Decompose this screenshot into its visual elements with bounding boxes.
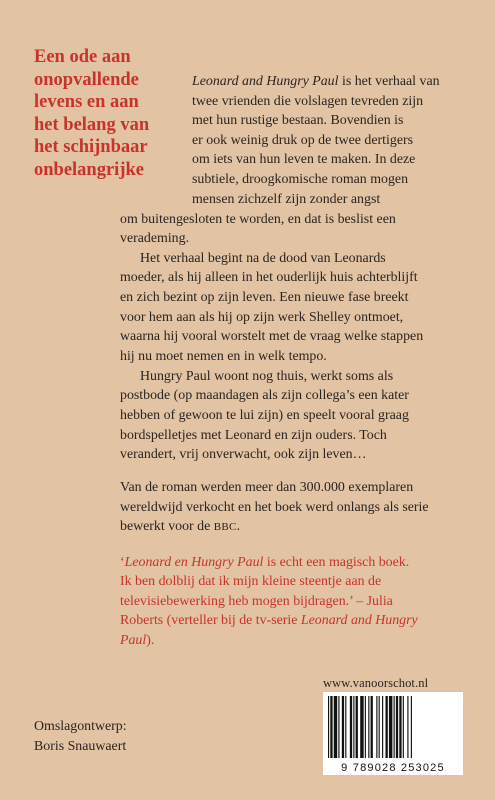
tagline-line: levens en aan: [34, 92, 139, 112]
blurb-line: waarna hij vooral worstelt met de vraag welke stappen: [120, 329, 424, 344]
book-title: Leonard and Hungry Paul: [192, 74, 339, 89]
blurb-line: twee vrienden die volslagen tevreden zijn: [192, 94, 424, 109]
tagline-line: het schijnbaar: [34, 137, 148, 157]
tagline-line: onopvallende: [34, 69, 139, 90]
publisher-url: www.vanoorschot.nl: [323, 676, 429, 690]
blurb-line: hebben of gewoon te lui zijn) en speelt vooral graag: [120, 408, 409, 423]
quote-line: Roberts (verteller bij de tv-serie Leonard and Hungry: [120, 613, 418, 628]
barcode-bars: [328, 696, 458, 758]
blurb-line: postbode (op maandagen als zijn collega’s een kater: [120, 388, 409, 403]
blurb-line: mensen zichzelf zijn zonder angst: [192, 192, 381, 207]
blurb-line: om iets van hun leven te maken. In deze: [192, 152, 416, 167]
blurb-line: verademing.: [120, 231, 190, 246]
quote-line: Ik ben dolblij dat ik mijn kleine steentje aan de: [120, 574, 382, 589]
blurb-line: voor hem aan als hij op zijn werk Shelley ontmoet,: [120, 310, 404, 325]
blurb-line: bewerkt voor de BBC.: [120, 519, 241, 534]
credit-label: Omslagontwerp:: [34, 719, 127, 734]
blurb-line: en zich bezint op zijn leven. Een nieuwe fase breekt: [120, 290, 409, 305]
isbn-number: 9 789028 253025: [341, 762, 445, 774]
tagline-line: onbelangrijke: [34, 159, 144, 180]
blurb-line: Leonard and Hungry Paul is het verhaal van: [192, 74, 440, 89]
blurb-line: moeder, als hij alleen in het ouderlijk huis achterblijft: [120, 270, 418, 285]
blurb-line: wereldwijd verkocht en het boek werd onlangs als serie: [120, 500, 429, 515]
isbn-barcode: [323, 692, 463, 775]
tagline-line: het belang van: [34, 114, 150, 135]
quote-line: Paul).: [120, 633, 155, 648]
quote-line: ‘Leonard en Hungry Paul is echt een magisch boek.: [120, 555, 410, 570]
cover-design-credit: [34, 717, 127, 757]
blurb-line: er ook weinig druk op de twee dertigers: [192, 133, 414, 148]
blurb-line: hij nu moet nemen en in welk tempo.: [120, 349, 327, 364]
blurb-line: met hun rustige bestaan. Bovendien is: [192, 113, 404, 128]
blurb-line: Het verhaal begint na de dood van Leonards: [140, 251, 386, 266]
blurb-line: om buitengesloten te worden, en dat is beslist een: [120, 212, 396, 227]
blurb-line: subtiele, droogkomische roman mogen: [192, 172, 409, 187]
blurb-line: Hungry Paul woont nog thuis, werkt soms als: [140, 369, 394, 384]
blurb-line: verandert, vrij onverwacht, ook zijn leven…: [120, 447, 367, 462]
quote-line: televisiebewerking heb mogen bijdragen.’ – Julia: [120, 594, 393, 609]
blurb-line: Van de roman werden meer dan 300.000 exemplaren: [120, 480, 414, 495]
blurb-line: bordspelletjes met Leonard en zijn ouders. Toch: [120, 428, 387, 443]
credit-name: Boris Snauwaert: [34, 739, 127, 754]
tagline-line: Een ode aan: [34, 47, 131, 67]
